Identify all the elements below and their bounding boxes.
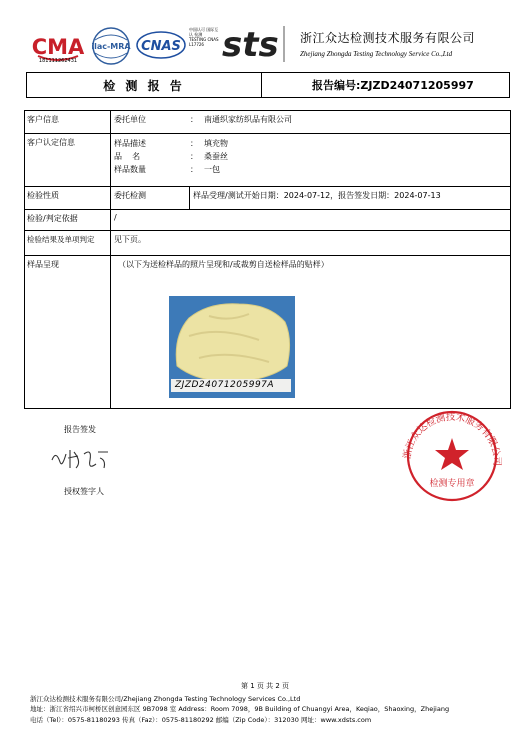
client-confirm-row [25, 134, 510, 187]
test-nature-row [25, 187, 510, 210]
footer-company: 浙江众达检测技术服务有限公司/Zhejiang Zhongda Testing Technology Services Co.,Ltd [30, 695, 301, 703]
sample-desc-label: 样品描述 [114, 139, 146, 148]
cma-number: 181111262431 [38, 58, 78, 64]
cnas-logo [136, 30, 186, 60]
report-number [262, 73, 509, 97]
sample-show-label: 样品呈现 [25, 256, 111, 408]
colon: ： [190, 139, 198, 148]
svg-text:CMA: CMA [31, 35, 85, 59]
client-confirm-cell [111, 134, 510, 186]
client-info-row [25, 111, 510, 134]
svg-text:CNAS: CNAS [141, 39, 181, 54]
svg-text:ilac-MRA: ilac-MRA [91, 42, 131, 51]
result-row [25, 231, 510, 256]
sample-qty-line [114, 163, 507, 176]
test-nature-cell [111, 187, 510, 209]
basis-row [25, 210, 510, 231]
client-unit-label: 委托单位 [114, 115, 146, 124]
sample-photo-label: ZJZD24071205997A [171, 379, 291, 392]
colon: ： [190, 115, 198, 124]
company-seal [398, 408, 506, 504]
footer-contact: 电话（Tel）：0575-81180293 传真（Faz）：0575-81180292 邮编（Zip Code）：312030 网址：www.xdsts.com [30, 716, 372, 724]
client-info-cell [111, 111, 510, 133]
authorized-signer-label: 授权签字人 [64, 487, 104, 496]
colon: ： [190, 152, 198, 161]
product-name-label: 品 名 [114, 152, 141, 161]
basis-label: 检验/判定依据 [25, 210, 111, 230]
product-name-line [114, 150, 507, 163]
page-number: 第 1 页 共 2 页 [240, 682, 290, 690]
sample-photo [169, 296, 295, 398]
report-number-value: ZJZD24071205997 [360, 78, 474, 92]
company-name-cn: 浙江众达检测技术服务有限公司 [300, 31, 476, 45]
report-number-label: 报告编号: [312, 79, 361, 92]
client-unit-value: 南通织家纺织品有限公司 [204, 115, 292, 124]
seal-text: 浙江众达检测技术服务有限公司 [401, 411, 503, 467]
sample-desc-value: 填充物 [204, 139, 228, 148]
cnas-note: 中国认可 国际互认 检测 TESTING CNAS L17726 [189, 27, 219, 47]
test-nature-label: 检验性质 [25, 187, 111, 209]
sample-desc-line [114, 137, 507, 150]
sample-show-row [25, 256, 510, 408]
sample-show-note: （以下为送检样品的照片呈现和/或裁剪自送检样品的贴样） [118, 260, 329, 269]
colon: ： [190, 165, 198, 174]
ilac-mra-logo [90, 26, 132, 66]
svg-text:sts: sts [222, 25, 279, 65]
sample-qty-label: 样品数量 [114, 165, 146, 174]
footer-address: 地址：浙江省绍兴市柯桥区创意园东区 9B7098 室 Address：Room 7098，9B Building of Chuangyi Area，Keqiao，Shaoxing，Zhejiang [30, 705, 450, 713]
test-dates: 样品受理/测试开始日期：2024-07-12，报告签发日期：2024-07-13 [193, 191, 441, 200]
handwritten-signature [48, 440, 118, 474]
result-value: 见下页。 [114, 235, 146, 244]
company-name-en: Zhejiang Zhongda Testing Technology Service Co.,Ltd [300, 50, 453, 58]
product-name-value: 桑蚕丝 [204, 152, 228, 161]
client-confirm-label: 客户认定信息 [25, 134, 111, 186]
test-nature-value: 委托检测 [111, 187, 190, 209]
report-info-table [24, 110, 511, 409]
sample-qty-value: 一包 [204, 165, 220, 174]
sample-show-cell [111, 256, 510, 408]
client-info-label: 客户信息 [25, 111, 111, 133]
result-label: 检验结果及单项判定 [25, 231, 111, 255]
seal-bottom-text: 检测专用章 [429, 479, 475, 489]
sts-logo [220, 22, 286, 66]
report-issue-label: 报告签发 [64, 425, 96, 434]
basis-value: / [114, 213, 117, 222]
report-title-bar [26, 72, 510, 98]
report-title: 检 测 报 告 [27, 73, 262, 97]
